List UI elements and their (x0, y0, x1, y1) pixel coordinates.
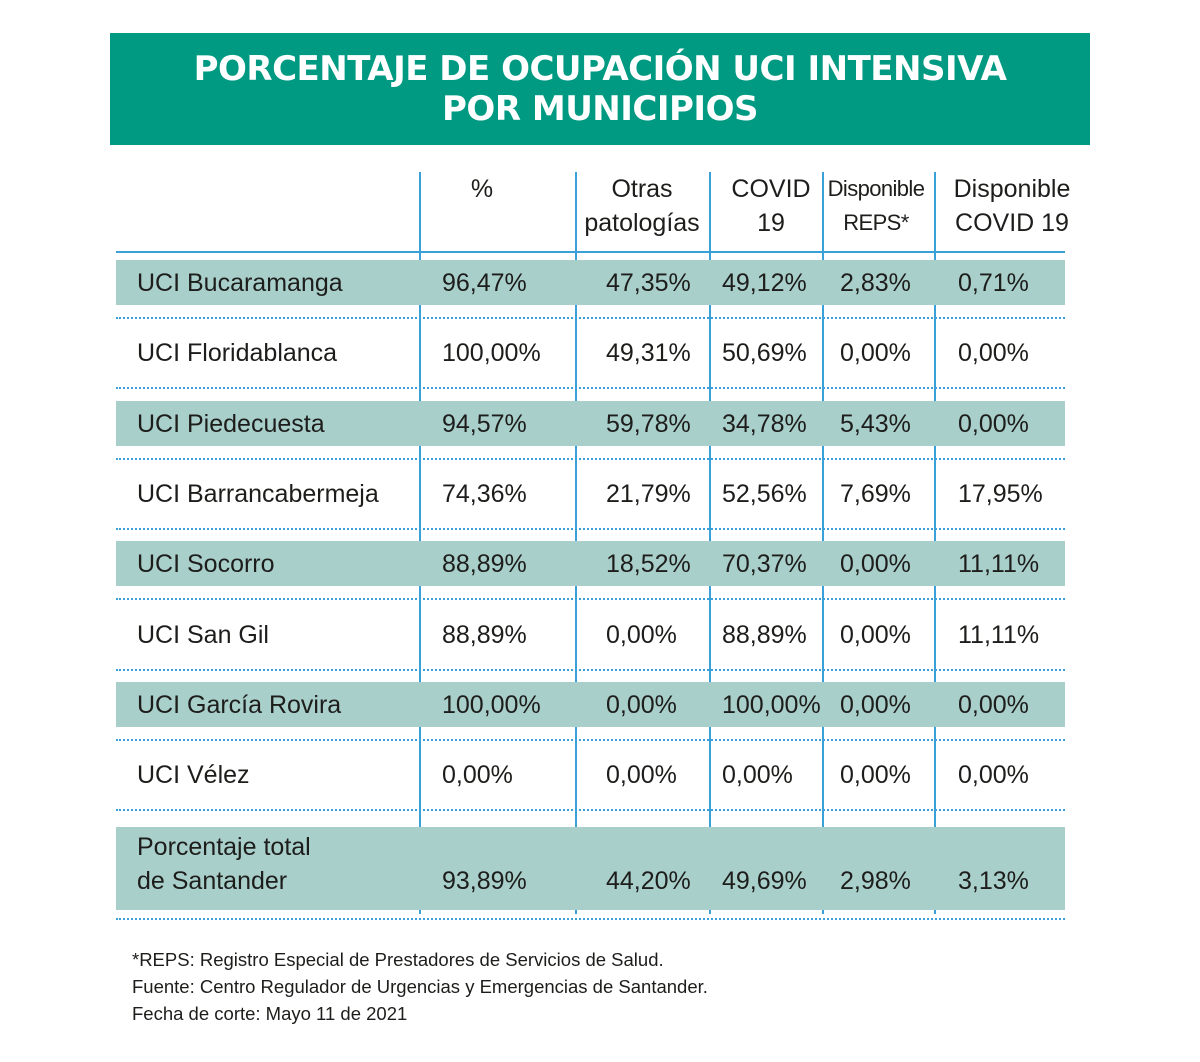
total-value-cell: 49,69% (722, 867, 807, 895)
column-header-2-line-1: Otras (611, 175, 673, 203)
value-cell: 5,43% (840, 409, 911, 438)
value-cell: 21,79% (606, 479, 691, 508)
value-cell: 2,83% (840, 269, 911, 297)
value-cell: 88,89% (722, 620, 807, 649)
value-cell: 0,00% (840, 690, 911, 719)
row-label: UCI Vélez (137, 761, 250, 790)
row-separator (116, 598, 1065, 600)
value-cell: 49,12% (722, 269, 807, 297)
column-header-3-line-2: 19 (757, 209, 785, 237)
value-cell: 0,00% (958, 409, 1029, 438)
value-cell: 0,00% (606, 690, 677, 719)
total-value-cell: 44,20% (606, 867, 691, 895)
title-line-1: PORCENTAJE DE OCUPACIÓN UCI INTENSIVA (193, 49, 1007, 89)
value-cell: 49,31% (606, 339, 691, 368)
row-separator (116, 458, 1065, 460)
value-cell: 50,69% (722, 339, 807, 368)
footnote-date: Fecha de corte: Mayo 11 de 2021 (132, 1003, 408, 1024)
value-cell: 0,00% (722, 761, 793, 790)
title-banner (110, 33, 1090, 145)
total-label-line-2: de Santander (137, 867, 288, 895)
row-separator (116, 528, 1065, 530)
value-cell: 100,00% (442, 690, 541, 719)
value-cell: 59,78% (606, 409, 691, 438)
total-value-cell: 3,13% (958, 867, 1029, 895)
row-separator (116, 387, 1065, 389)
value-cell: 0,00% (840, 550, 911, 579)
total-value-cell: 2,98% (840, 867, 911, 895)
value-cell: 74,36% (442, 479, 527, 508)
column-header-5-line-1: Disponible (953, 175, 1071, 203)
total-value-cell: 93,89% (442, 867, 527, 895)
value-cell: 70,37% (722, 550, 807, 579)
column-header-3-line-1: COVID (731, 175, 811, 203)
value-cell: 0,00% (442, 761, 513, 790)
row-separator (116, 317, 1065, 319)
row-label: UCI Barrancabermeja (137, 479, 379, 508)
value-cell: 7,69% (840, 479, 911, 508)
footnotes (132, 946, 708, 1027)
value-cell: 18,52% (606, 550, 691, 579)
value-cell: 0,00% (840, 339, 911, 368)
value-cell: 0,00% (958, 761, 1029, 790)
total-label-line-1: Porcentaje total (137, 833, 311, 861)
value-cell: 11,11% (958, 620, 1040, 649)
value-cell: 0,00% (840, 620, 911, 649)
value-cell: 0,00% (606, 761, 677, 790)
column-header-5-line-2: COVID 19 (955, 209, 1069, 237)
row-separator (116, 739, 1065, 741)
value-cell: 11,11% (958, 550, 1040, 579)
header-rule (116, 251, 1065, 253)
row-label: UCI García Rovira (137, 690, 342, 719)
value-cell: 17,95% (958, 479, 1043, 508)
footnote-source: Fuente: Centro Regulador de Urgencias y Emergencias de Santander. (132, 976, 708, 997)
value-cell: 34,78% (722, 409, 807, 438)
value-cell: 88,89% (442, 620, 527, 649)
column-header-4-line-1: Disponible (827, 176, 925, 201)
value-cell: 0,00% (606, 620, 677, 649)
value-cell: 96,47% (442, 269, 527, 297)
value-cell: 88,89% (442, 550, 527, 579)
title-line-2: POR MUNICIPIOS (442, 89, 758, 129)
value-cell: 94,57% (442, 409, 527, 438)
row-separator (116, 809, 1065, 811)
total-bottom-rule (116, 918, 1065, 920)
column-header-4-line-2: REPS* (843, 210, 909, 235)
row-label: UCI Bucaramanga (137, 269, 343, 297)
value-cell: 0,00% (840, 761, 911, 790)
value-cell: 100,00% (442, 339, 541, 368)
column-header-2-line-2: patologías (584, 209, 700, 237)
row-label: UCI Socorro (137, 550, 275, 579)
value-cell: 47,35% (606, 269, 691, 297)
row-separator (116, 669, 1065, 671)
row-label: UCI San Gil (137, 620, 269, 649)
value-cell: 0,00% (958, 339, 1029, 368)
value-cell: 52,56% (722, 479, 807, 508)
value-cell: 0,00% (958, 690, 1029, 719)
row-label: UCI Piedecuesta (137, 409, 325, 438)
footnote-reps: *REPS: Registro Especial de Prestadores de Servicios de Salud. (132, 949, 664, 970)
value-cell: 0,71% (958, 269, 1029, 297)
column-header-1-line-1: % (470, 175, 494, 203)
row-label: UCI Floridablanca (137, 339, 338, 368)
value-cell: 100,00% (722, 690, 821, 719)
